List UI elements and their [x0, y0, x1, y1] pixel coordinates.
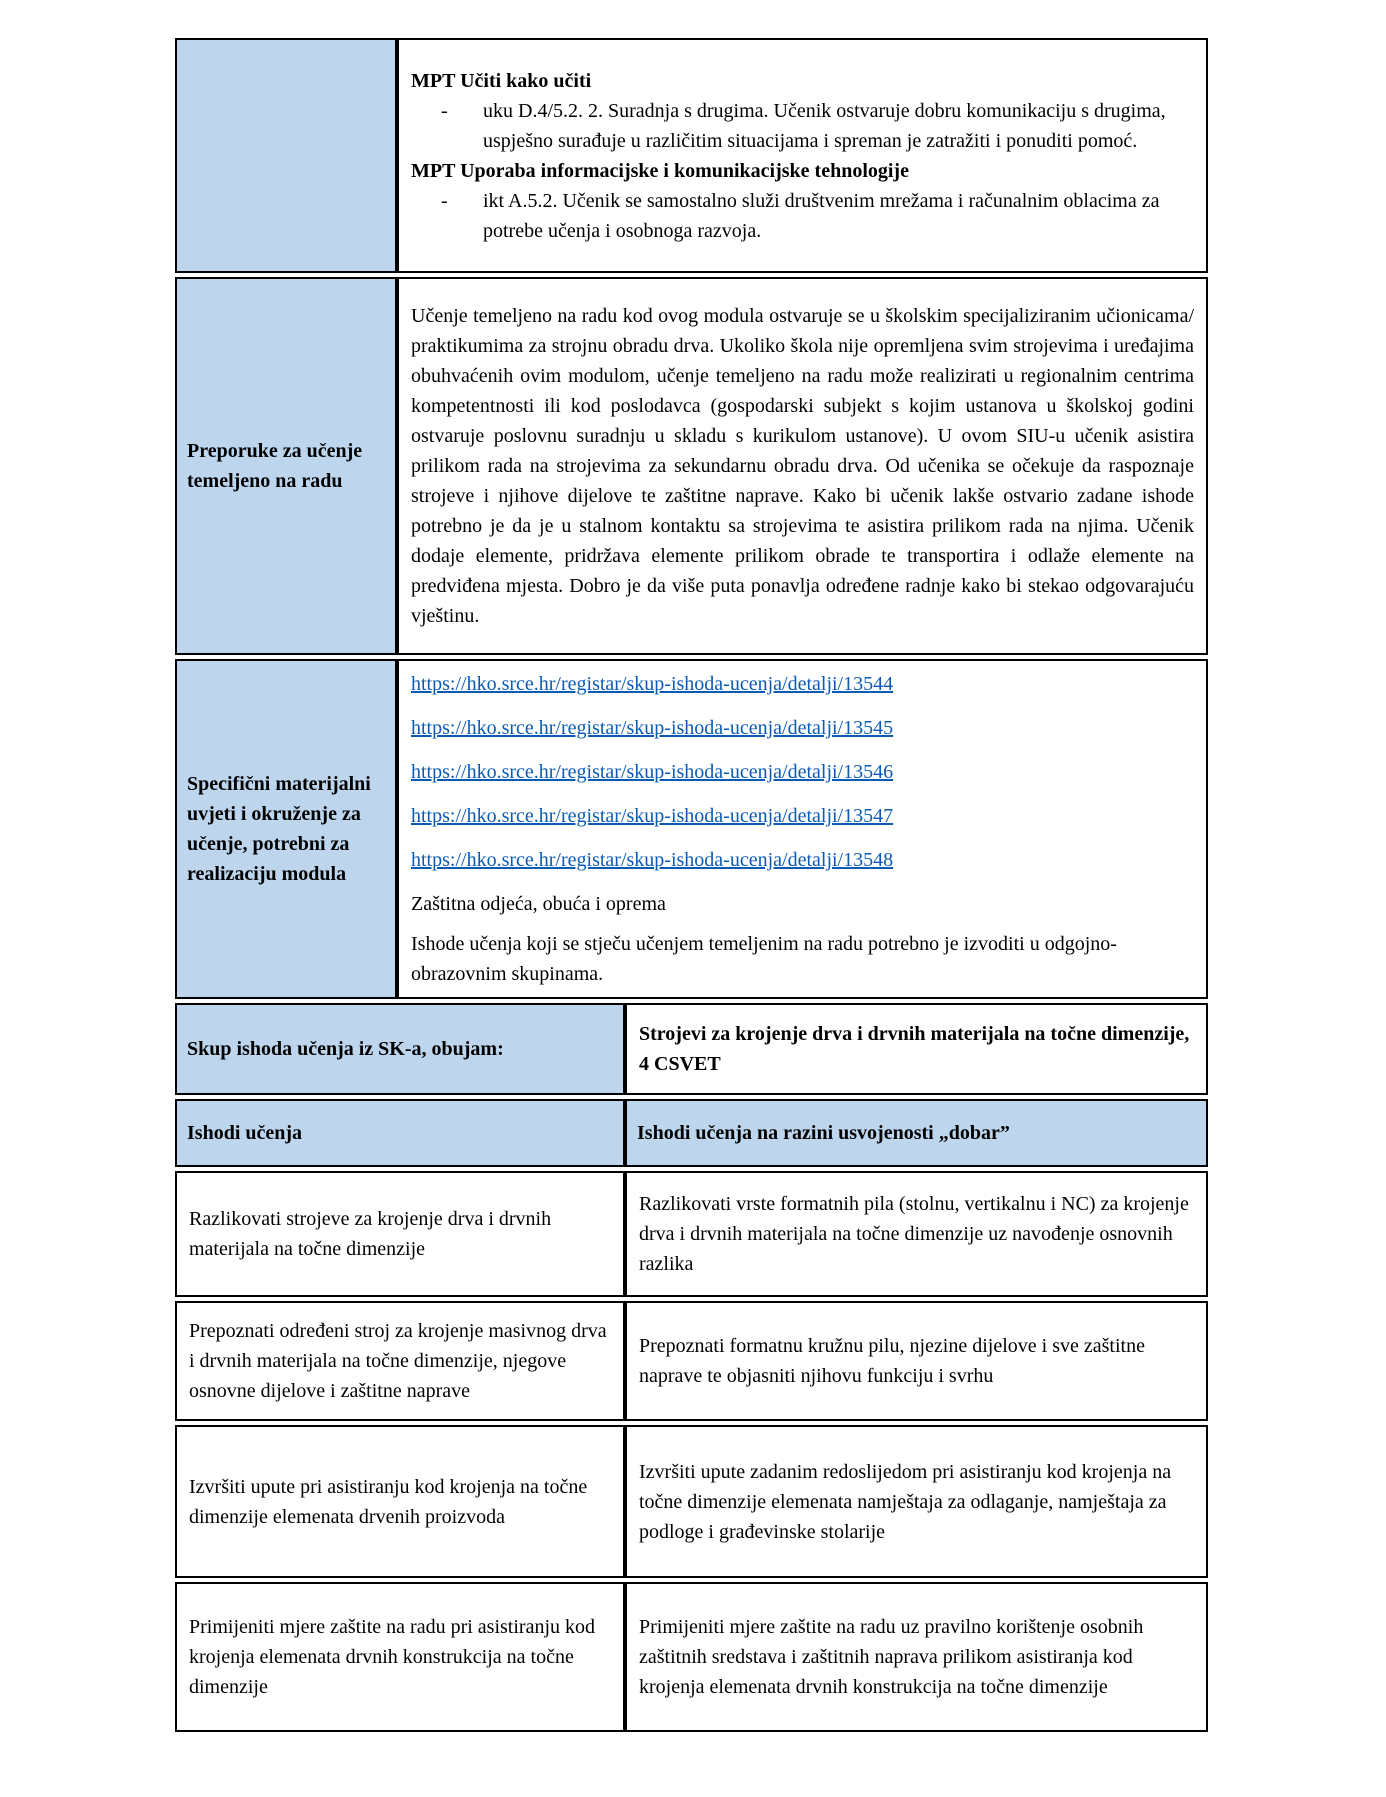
- preporuke-label: Preporuke za učenje temeljeno na radu: [187, 440, 363, 492]
- table-header-row: [175, 1099, 1208, 1167]
- learning-outcomes-table: [175, 999, 1208, 1736]
- outcome-row: [175, 1301, 1208, 1421]
- link-line: [411, 757, 1194, 787]
- table-row: [175, 659, 1208, 999]
- outcome-2-right: Prepoznati formatnu kružnu pilu, njezine dijelove i sve zaštitne naprave te objasniti njihovu funkciju i svrhu: [639, 1335, 1145, 1387]
- siu-value-cell: [625, 1003, 1208, 1095]
- siu-value: Strojevi za krojenje drva i drvnih materijala na točne dimenzije, 4 CSVET: [639, 1023, 1190, 1075]
- uvjeti-label: Specifični materijalni uvjeti i okruženje za učenje, potrebni za realizaciju modula: [187, 773, 371, 885]
- module-info-table: [175, 34, 1208, 1003]
- preporuke-content-cell: [397, 277, 1208, 655]
- table-row: [175, 1003, 1208, 1095]
- outcome-row: [175, 1425, 1208, 1578]
- link-line: [411, 713, 1194, 743]
- outcome-4-right-cell: [625, 1582, 1208, 1732]
- hko-link-13548[interactable]: https://hko.srce.hr/registar/skup-ishoda-ucenja/detalji/13548: [411, 849, 894, 871]
- mpt-content-cell: [397, 38, 1208, 273]
- mpt-item-1-text: uku D.4/5.2. 2. Suradnja s drugima. Učenik ostvaruje dobru komunikaciju s drugima, uspješno surađuje u različitim situacijama i spreman je zatražiti i ponuditi pomoć.: [483, 99, 1166, 152]
- outcomes-header-right-cell: [625, 1099, 1208, 1167]
- siu-label: Skup ishoda učenja iz SK-a, obujam:: [187, 1038, 504, 1060]
- work-based-learning-paragraph: Učenje temeljeno na radu kod ovog modula ostvaruje se u školskim specijaliziranim učionicama/ praktikumima za strojnu obradu drva. Ukoliko škola nije opremljena svim strojevima i uređajima obuhvaćenih ovim modulom, učenje temeljeno na radu može realizirati u regionalnim centrima kompetentnosti ili kod poslodavca (gospodarski subjekt s kojim ustanova u školskoj godini ostvaruje poslovnu suradnju u skladu s kurikulom ustanove). U ovom SIU-u učenik asistira prilikom rada na strojevima za sekundarnu obradu drva. Od učenika se očekuje da raspoznaje strojeve i njihove dijelove te zaštitne naprave. Kako bi učenik lakše ostvario zadane ishode potrebno je da je u stalnom kontaktu sa strojevima te asistira prilikom rada na njima. Učenik dodaje elemente, pridržava elemente prilikom obrade te transportira i odlaže elemente na predviđena mjesta. Dobro je da više puta ponavlja određene radnje kako bi stekao odgovarajuću vještinu.: [411, 305, 1194, 627]
- outcomes-header-left-cell: [175, 1099, 625, 1167]
- hko-link-13544[interactable]: https://hko.srce.hr/registar/skup-ishoda-ucenja/detalji/13544: [411, 673, 894, 695]
- outcome-1-right: Razlikovati vrste formatnih pila (stolnu, vertikalnu i NC) za krojenje drva i drvnih materijala na točne dimenzije uz navođenje osnovnih razlika: [639, 1193, 1189, 1275]
- preporuke-label-cell: [175, 277, 397, 655]
- outcomes-header-left: Ishodi učenja: [187, 1122, 303, 1144]
- mpt-heading-1: MPT Učiti kako učiti: [411, 69, 592, 92]
- outcome-3-left-cell: [175, 1425, 625, 1578]
- outcome-row: [175, 1582, 1208, 1732]
- link-line: [411, 845, 1194, 875]
- outcome-3-right: Izvršiti upute zadanim redoslijedom pri asistiranju kod krojenja na točne dimenzije elemenata namještaja za odlaganje, namještaja za podloge i građevinske stolarije: [639, 1460, 1172, 1543]
- group-learning-note: Ishode učenja koji se stječu učenjem temeljenim na radu potrebno je izvoditi u odgojno-obrazovnim skupinama.: [411, 933, 1117, 985]
- dash-bullet: -: [441, 99, 448, 122]
- outcome-4-left-cell: [175, 1582, 625, 1732]
- outcome-1-left-cell: [175, 1171, 625, 1297]
- empty-label-cell: [175, 38, 397, 273]
- link-line: [411, 801, 1194, 831]
- outcome-2-left: Prepoznati određeni stroj za krojenje masivnog drva i drvnih materijala na točne dimenzije, njegove osnovne dijelove i zaštitne naprave: [189, 1320, 607, 1402]
- outcome-4-left: Primijeniti mjere zaštite na radu pri asistiranju kod krojenja elemenata drvnih konstrukcija na točne dimenzije: [189, 1616, 596, 1698]
- table-row: [175, 38, 1208, 273]
- outcome-1-left: Razlikovati strojeve za krojenje drva i drvnih materijala na točne dimenzije: [189, 1208, 552, 1260]
- outcome-4-right: Primijeniti mjere zaštite na radu uz pravilno korištenje osobnih zaštitnih sredstava i zaštitnih naprava prilikom asistiranja kod krojenja elemenata drvnih konstrukcija na točne dimenzije: [639, 1616, 1144, 1698]
- hko-link-13546[interactable]: https://hko.srce.hr/registar/skup-ishoda-ucenja/detalji/13546: [411, 761, 894, 783]
- outcome-1-right-cell: [625, 1171, 1208, 1297]
- mpt-item-1: [433, 96, 1194, 156]
- outcomes-header-right: Ishodi učenja na razini usvojenosti „dobar”: [637, 1122, 1010, 1144]
- outcome-3-left: Izvršiti upute pri asistiranju kod krojenja na točne dimenzije elemenata drvenih proizvoda: [189, 1475, 588, 1528]
- mpt-item-2: [433, 186, 1194, 246]
- siu-label-cell: [175, 1003, 625, 1095]
- hko-link-13547[interactable]: https://hko.srce.hr/registar/skup-ishoda-ucenja/detalji/13547: [411, 805, 894, 827]
- link-line: [411, 669, 1194, 699]
- uvjeti-label-cell: [175, 659, 397, 999]
- mpt-heading-2: MPT Uporaba informacijske i komunikacijske tehnologije: [411, 159, 909, 182]
- mpt-item-2-text: ikt A.5.2. Učenik se samostalno služi društvenim mrežama i računalnim oblacima za potrebe učenja i osobnoga razvoja.: [483, 189, 1160, 242]
- hko-link-13545[interactable]: https://hko.srce.hr/registar/skup-ishoda-ucenja/detalji/13545: [411, 717, 894, 739]
- uvjeti-content-cell: [397, 659, 1208, 999]
- table-row: [175, 277, 1208, 655]
- outcome-row: [175, 1171, 1208, 1297]
- dash-bullet: -: [441, 189, 448, 212]
- outcome-2-right-cell: [625, 1301, 1208, 1421]
- protective-equipment-note: Zaštitna odjeća, obuća i oprema: [411, 893, 666, 915]
- outcome-2-left-cell: [175, 1301, 625, 1421]
- outcome-3-right-cell: [625, 1425, 1208, 1578]
- curriculum-module-table: [175, 38, 1208, 1736]
